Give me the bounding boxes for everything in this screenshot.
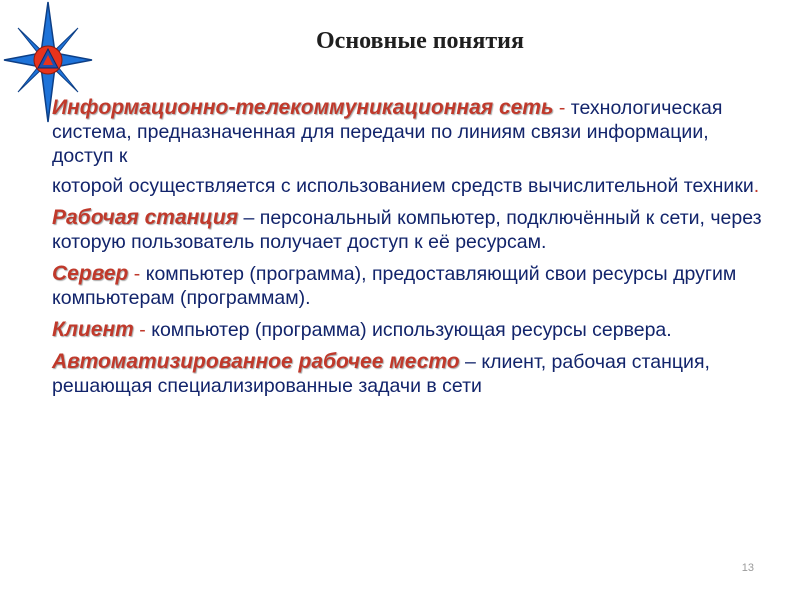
separator: -	[133, 263, 141, 285]
term: Сервер	[52, 262, 129, 285]
separator: -	[558, 97, 566, 119]
period: .	[753, 175, 760, 197]
term: Информационно-телекоммуникационная сеть	[52, 96, 554, 119]
definition-item	[52, 96, 774, 168]
definition-text: технологическая система, предназначенная для передачи по линиям связи информации, доступ к	[52, 97, 723, 167]
separator: -	[139, 319, 146, 341]
definition-item	[52, 262, 774, 310]
definition-item	[52, 350, 774, 398]
definition-item	[52, 318, 774, 342]
definition-continuation	[52, 174, 774, 198]
page-number: 13	[741, 562, 754, 574]
definitions-list	[52, 96, 774, 406]
separator: –	[465, 351, 476, 373]
definition-text: персональный компьютер, подключённый к сети, через которую пользователь получает доступ к её ресурсам.	[52, 207, 762, 253]
term: Автоматизированное рабочее место	[52, 350, 460, 373]
definition-item	[52, 206, 774, 254]
separator: –	[243, 207, 255, 229]
page-title: Основные понятия	[316, 28, 524, 54]
definition-text: клиент, рабочая станция, решающая специализированные задачи в сети	[52, 351, 710, 397]
definition-text: компьютер (программа), предоставляющий свои ресурсы другим компьютерам (программам).	[52, 263, 737, 309]
definition-text: которой осуществляется с использованием средств вычислительной техники	[52, 175, 754, 197]
definition-text: компьютер (программа) использующая ресурсы сервера.	[151, 319, 672, 341]
term: Рабочая станция	[52, 206, 239, 229]
term: Клиент	[52, 318, 134, 341]
